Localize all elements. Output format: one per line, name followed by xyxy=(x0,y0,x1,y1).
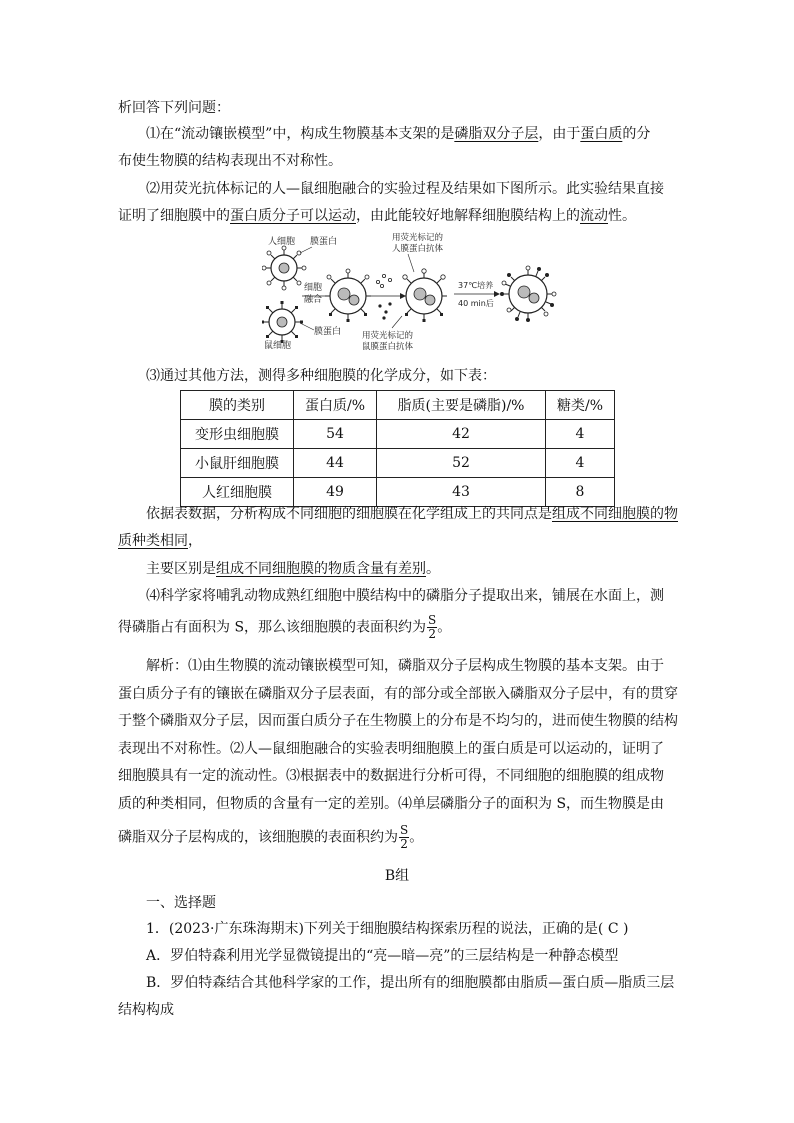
question-4-line-1: ⑷科学家将哺乳动物成熟红细胞中膜结构中的磷脂分子提取出来，铺展在水面上，测 xyxy=(146,588,664,604)
label-human-cell: 人细胞 xyxy=(268,237,296,247)
question-4-line-2: 得磷脂占有面积为 S，那么该细胞膜的表面积约为 $\frac{S}{2}$ 。 xyxy=(118,613,452,641)
table-header: 糖类/% xyxy=(546,391,615,420)
explanation-line-1: 解析：⑴由生物膜的流动镶嵌模型可知，磷脂双分子层构成生物膜的基本支架。由于 xyxy=(146,658,664,674)
label-human-antibody-2: 人膜蛋白抗体 xyxy=(392,244,444,254)
table-cell: 人红细胞膜 xyxy=(181,478,294,507)
analysis-line-2: 质种类相同， xyxy=(118,533,202,549)
answer-common-point-b: 质种类相同 xyxy=(118,533,188,549)
answer-fluidity: 流动 xyxy=(580,208,608,224)
answer-main-difference: 组成不同细胞膜的物质含量有差别 xyxy=(216,561,426,577)
explanation-line-5: 细胞膜具有一定的流动性。⑶根据表中的数据进行分析可得，不同细胞的细胞膜的组成物 xyxy=(118,768,664,784)
human-antibody-dots xyxy=(376,274,391,287)
label-fusion-2: 融合 xyxy=(304,295,323,305)
mouse-cell-diagram xyxy=(262,301,303,343)
analysis-line-1: 依据表数据，分析构成不同细胞的细胞膜在化学组成上的共同点是组成不同细胞膜的物 xyxy=(146,506,678,522)
explanation-line-3: 于整个磷脂双分子层，因而蛋白质分子在生物膜上的分布是不均匀的，进而使生物膜的结构 xyxy=(118,713,678,729)
group-heading: B组 xyxy=(384,868,410,884)
question-stem: 1．(2023·广东珠海期末)下列关于细胞膜结构探索历程的说法，正确的是( C ) xyxy=(146,921,629,937)
label-mouse-cell: 鼠细胞 xyxy=(264,341,292,351)
table-row xyxy=(181,478,615,507)
question-1-line-2: 布使生物膜的结构表现出不对称性。 xyxy=(118,153,342,169)
answer-protein-moves: 蛋白质分子可以运动 xyxy=(230,208,356,224)
option-a: A．罗伯特森利用光学显微镜提出的“亮—暗—亮”的三层结构是一种静态模型 xyxy=(146,948,619,964)
result-cell-diagram xyxy=(500,266,556,322)
question-2-line-2: 证明了细胞膜中的蛋白质分子可以运动，由此能较好地解释细胞膜结构上的流动性。 xyxy=(118,208,636,224)
table-cell: 8 xyxy=(546,478,615,507)
table-cell: 4 xyxy=(546,449,615,478)
label-fusion-1: 细胞 xyxy=(304,283,323,293)
label-membrane-protein-bottom: 膜蛋白 xyxy=(314,327,342,337)
section-heading: 一、选择题 xyxy=(146,895,216,911)
labeled-fused-cell-diagram xyxy=(401,269,447,322)
label-culture-temperature: 37℃培养 xyxy=(458,281,494,290)
table-cell: 52 xyxy=(377,449,546,478)
answer-protein: 蛋白质 xyxy=(580,126,623,142)
question-2-line-1: ⑵用荧光抗体标记的人—鼠细胞融合的实验过程及结果如下图所示。此实验结果直接 xyxy=(146,181,664,197)
option-b-line-1: B．罗伯特森结合其他科学家的工作，提出所有的细胞膜都由脂质—蛋白质—脂质三层 xyxy=(146,975,675,991)
table-cell: 变形虫细胞膜 xyxy=(181,420,294,449)
membrane-composition-table xyxy=(180,390,615,507)
table-header: 脂质(主要是磷脂)/% xyxy=(377,391,546,420)
table-cell: 44 xyxy=(294,449,377,478)
table-cell: 54 xyxy=(294,420,377,449)
human-cell-diagram xyxy=(262,246,306,290)
option-b-line-2: 结构构成 xyxy=(118,1002,174,1018)
label-human-antibody-1: 用荧光标记的 xyxy=(392,233,444,243)
fraction-s-over-2: $\frac{S}{2}$ xyxy=(428,613,437,641)
label-membrane-protein-top: 膜蛋白 xyxy=(310,237,338,247)
label-culture-time: 40 min后 xyxy=(458,299,494,308)
cell-fusion-figure xyxy=(262,230,562,360)
explanation-line-7: 磷脂双分子层构成的，该细胞膜的表面积约为 $\frac{S}{2}$ 。 xyxy=(118,823,424,851)
answer-phospholipid-bilayer: 磷脂双分子层 xyxy=(454,126,539,142)
table-cell: 4 xyxy=(546,420,615,449)
table-header: 蛋白质/% xyxy=(294,391,377,420)
explanation-line-2: 蛋白质分子有的镶嵌在磷脂双分子层表面，有的部分或全部嵌入磷脂双分子层中，有的贯穿 xyxy=(118,686,678,702)
fused-cell-diagram xyxy=(325,269,371,322)
mouse-antibody-dots xyxy=(378,302,391,319)
table-cell: 小鼠肝细胞膜 xyxy=(181,449,294,478)
table-row xyxy=(181,420,615,449)
label-mouse-antibody-1: 用荧光标记的 xyxy=(362,331,414,341)
question-1-line-1: ⑴在“流动镶嵌模型”中，构成生物膜基本支架的是磷脂双分子层，由于蛋白质的分 xyxy=(146,126,651,142)
label-mouse-antibody-2: 鼠膜蛋白抗体 xyxy=(362,342,414,352)
question-3-text: ⑶通过其他方法，测得多种细胞膜的化学成分，如下表： xyxy=(146,368,496,384)
table-cell: 43 xyxy=(377,478,546,507)
explanation-line-6: 质的种类相同，但物质的含量有一定的差别。⑷单层磷脂分子的面积为 S，而生物膜是由 xyxy=(118,796,665,812)
explanation-line-4: 表现出不对称性。⑵人—鼠细胞融合的实验表明细胞膜上的蛋白质是可以运动的，证明了 xyxy=(118,741,664,757)
intro-text: 析回答下列问题： xyxy=(118,100,230,116)
table-row xyxy=(181,449,615,478)
table-header-row xyxy=(181,391,615,420)
answer-common-point-a: 组成不同细胞膜的物 xyxy=(552,506,678,522)
table-header: 膜的类别 xyxy=(181,391,294,420)
analysis-line-3: 主要区别是组成不同细胞膜的物质含量有差别。 xyxy=(146,561,440,577)
table-cell: 42 xyxy=(377,420,546,449)
fraction-s-over-2: $\frac{S}{2}$ xyxy=(400,823,409,851)
table-cell: 49 xyxy=(294,478,377,507)
